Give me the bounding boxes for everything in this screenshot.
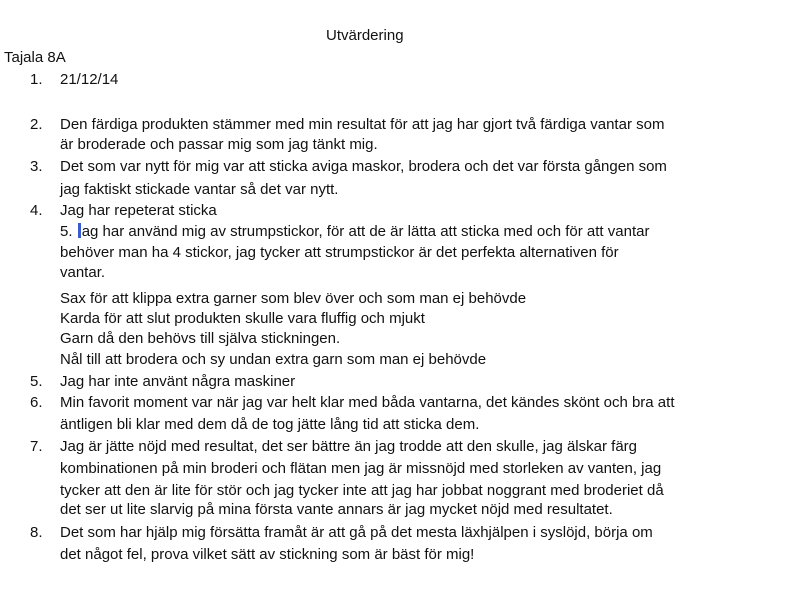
- list-number: 1.: [30, 71, 43, 88]
- list-item-text: Min favorit moment var när jag var helt klar med båda vantarna, det kändes skönt och bra att: [60, 394, 675, 411]
- list-number: 3.: [30, 158, 43, 175]
- list-item-text: behöver man ha 4 stickor, jag tycker att strumpstickor är det perfekta alternativen för: [60, 244, 619, 261]
- list-item-text: vantar.: [60, 264, 106, 281]
- tool-line: Sax för att klippa extra garner som blev över och som man ej behövde: [60, 290, 527, 307]
- list-number: 7.: [30, 438, 43, 455]
- author-line: Tajala 8A: [4, 49, 66, 66]
- list-item-text: Det som har hjälp mig försätta framåt är att gå på det mesta läxhjälpen i syslöjd, börja om: [60, 524, 653, 541]
- list-number: 6.: [30, 394, 43, 411]
- list-number: 5.: [60, 223, 73, 240]
- list-item-text: kombinationen på min broderi och flätan men jag är missnöjd med storleken av vanten, jag: [60, 460, 662, 477]
- list-item-text: Jag är jätte nöjd med resultat, det ser bättre än jag trodde att den skulle, jag älskar färg: [60, 438, 637, 455]
- list-item-text: det ser ut lite slarvig på mina första vante annars är jag mycket nöjd med resultatet.: [60, 501, 613, 518]
- list-item-text: är broderade och passar mig som jag tänkt mig.: [60, 136, 378, 153]
- list-item-text: tycker att den är lite för stör och jag tycker inte att jag har jobbat noggrant med broderiet då: [60, 482, 664, 499]
- list-item-text: Den färdiga produkten stämmer med min resultat för att jag har gjort två färdiga vantar som: [60, 116, 665, 133]
- list-item-text: 21/12/14: [60, 71, 119, 88]
- list-item-text: äntligen bli klar med dem då de tog jätte lång tid att sticka dem.: [60, 416, 480, 433]
- inline-item[interactable]: [60, 223, 649, 241]
- list-number: 2.: [30, 116, 43, 133]
- list-item-text: det något fel, prova vilket sätt av stickning som är bäst för mig!: [60, 546, 475, 563]
- list-item-text: ag har använd mig av strumpstickor, för att de är lätta att sticka med och för att vantar: [81, 223, 650, 240]
- list-number: 4.: [30, 202, 43, 219]
- tool-line: Garn då den behövs till själva stickningen.: [60, 330, 341, 347]
- tool-line: Nål till att brodera och sy undan extra garn som man ej behövde: [60, 351, 487, 368]
- list-item-text: Det som var nytt för mig var att sticka aviga maskor, brodera och det var första gången som: [60, 158, 667, 175]
- text-cursor: [78, 223, 81, 238]
- list-number: 5.: [30, 373, 43, 390]
- list-item-text: jag faktiskt stickade vantar så det var nytt.: [60, 181, 339, 198]
- document-title: Utvärdering: [326, 27, 404, 44]
- tool-line: Karda för att slut produkten skulle vara fluffig och mjukt: [60, 310, 425, 327]
- list-number: 8.: [30, 524, 43, 541]
- list-item-text: Jag har repeterat sticka: [60, 202, 217, 219]
- list-item-text: Jag har inte använt några maskiner: [60, 373, 296, 390]
